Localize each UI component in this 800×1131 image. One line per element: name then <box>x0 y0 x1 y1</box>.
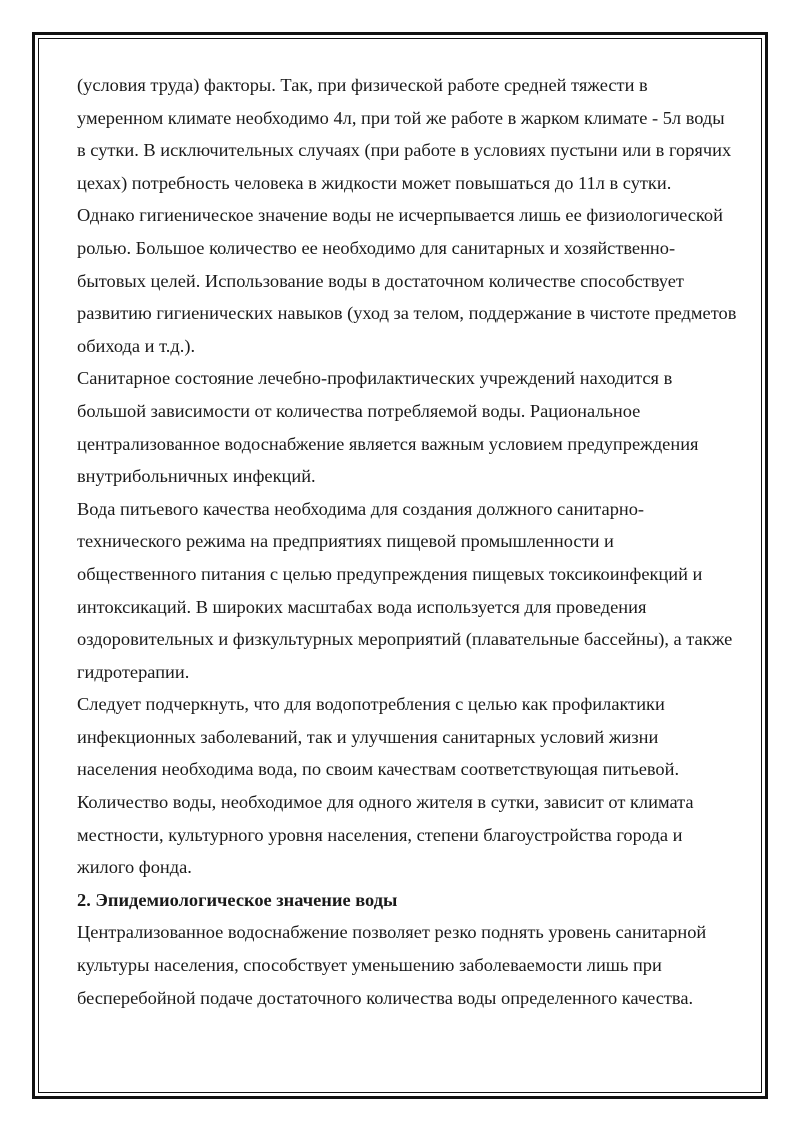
paragraph-water-need: (условия труда) факторы. Так, при физической работе средней тяжести в умеренном климате необходимо 4л, при той же работе в жарком климате - 5л воды в сутки. В исключительных случаях (при работе в условиях пустыни или в горячих цехах) потребность человека в жидкости может повышаться до 11л в сутки. <box>77 75 732 193</box>
paragraph-hospitals: Санитарное состояние лечебно-профилактических учреждений находится в большой зависимости от количества потребляемой воды. Рациональное централизованное водоснабжение является важным условием предупреждения внутрибольничных инфекций. <box>77 368 699 487</box>
section-heading: 2. Эпидемиологическое значение воды <box>77 889 398 910</box>
paragraph-hygienic-value: Однако гигиеническое значение воды не исчерпывается лишь ее физиологической ролью. Большое количество ее необходимо для санитарных и хозяйственно-бытовых целей. Использование воды в достаточном количестве способствует развитию гигиенических навыков (уход за телом, поддержание в чистоте предметов обихода и т.д.). <box>77 205 737 356</box>
paragraph-water-quality: Следует подчеркнуть, что для водопотребления с целью как профилактики инфекционных заболеваний, так и улучшения санитарных условий жизни населения необходима вода, по своим качествам соответствующая питьевой. Количество воды, необходимое для одного жителя в сутки, зависит от климата местности, культурного уровня населения, степени благоустройства города и жилого фонда. <box>77 694 694 878</box>
paragraph-centralized-supply: Централизованное водоснабжение позволяет резко поднять уровень санитарной культуры населения, способствует уменьшению заболеваемости лишь при бесперебойной подаче достаточного количества воды определенного качества. <box>77 922 707 1008</box>
paragraph-food-industry: Вода питьевого качества необходима для создания должного санитарно-технического режима на предприятиях пищевой промышленности и общественного питания с целью предупреждения пищевых токсикоинфекций и интоксикаций. В широких масштабах вода используется для проведения оздоровительных и физкультурных мероприятий (плавательные бассейны), а также гидротерапии. <box>77 498 733 682</box>
document-body <box>77 69 737 1014</box>
